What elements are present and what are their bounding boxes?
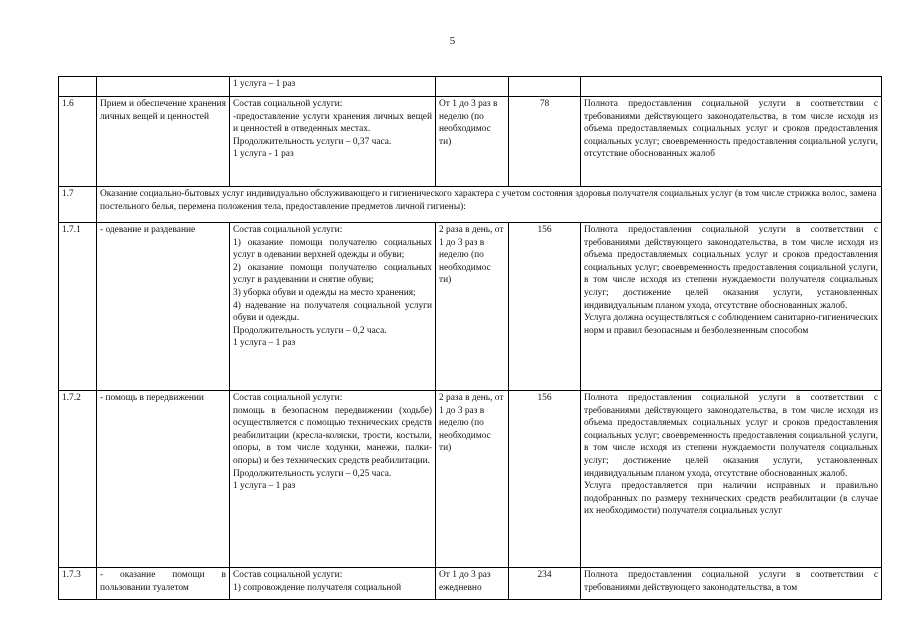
cell-criteria: [581, 223, 882, 391]
table-row: [59, 77, 882, 97]
content-text: Состав социальной услуги: -предоставление услуги хранения личных вещей и ценностей в отведенных местах. Продолжительность услуги – 0,37 часа. 1 услуга - 1 раз: [233, 99, 432, 160]
cell-service-content: [230, 568, 436, 600]
table-row: [59, 97, 882, 187]
cell-service-name: [97, 77, 230, 97]
cell-criteria: [581, 77, 882, 97]
cell-criteria: [581, 391, 882, 568]
cell-service-content: [230, 97, 436, 187]
cell-volume: 78: [509, 97, 581, 187]
cell-period: От 1 до 3 раз в неделю (по необходимос ти): [436, 97, 509, 187]
content-text: 1 услуга – 1 раз: [233, 79, 296, 89]
cell-criteria: Полнота предоставления социальной услуги в соответствии с требованиями действующего законодательства, в том числе исходя из объема предоставляемых социальных услуг и сроков предоставления социальных услуг; своевременность предоставления социальной услуги, отсутствие обоснованных жалоб: [581, 97, 882, 187]
cell-number: 1.7.2: [59, 391, 97, 568]
cell-service-name: - одевание и раздевание: [97, 223, 230, 391]
cell-number: 1.7.3: [59, 568, 97, 600]
cell-number: 1.7.1: [59, 223, 97, 391]
table-row: [59, 187, 882, 223]
cell-volume: 234: [509, 568, 581, 600]
cell-service-content: [230, 223, 436, 391]
cell-number: 1.6: [59, 97, 97, 187]
cell-service-name: - оказание помощи в пользовании туалетом: [97, 568, 230, 600]
cell-number: [59, 77, 97, 97]
content-text: Состав социальной услуги: помощь в безопасном передвижении (ходьбе) осуществляется с помощью технических средств реабилитации (кресла-коляски, трости, костыли, опоры, в том числе ходунки, манежи, палки-опоры) и без технических средств реабилитации. Продолжительность услуги – 0,25 часа. 1 услуга – 1 раз: [233, 393, 432, 492]
cell-period: 2 раза в день, от 1 до 3 раз в неделю (по необходимос ти): [436, 391, 509, 568]
criteria-text: Полнота предоставления социальной услуги в соответствии с требованиями действующего законодательства, в том числе исходя из объема предоставляемых социальных услуг и сроков предоставления социальных услуг; своевременность предоставления социальной услуги, в том числе исходя из степени нуждаемости получателя социальных услуг; достижение целей оказания услуги, установленных индивидуальным планом ухода, отсутствие обоснованных жалоб. Услуга должна осуществляться с соблюдением санитарно-гигиенических норм и правил безопасным и безболезненным способом: [584, 225, 878, 336]
table-row: [59, 223, 882, 391]
cell-section-title: Оказание социально-бытовых услуг индивидуально обслуживающего и гигиенического характера с учетом состояния здоровья получателя социальных услуг (в том числе стрижка волос, замена постельного белья, перемена положения тела, предоставление предметов личной гигиены):: [97, 187, 882, 223]
cell-volume: 156: [509, 391, 581, 568]
content-text: Состав социальной услуги: 1) оказание помощи получателю социальных услуг в одевании верхней одежды и обуви; 2) оказание помощи получателю социальных услуг в раздевании и снятие обуви; 3) уборка обуви и одежды на место хранения; 4) надевание на получателя социальной услуги обуви и одежды. Продолжительность услуги – 0,2 часа. 1 услуга – 1 раз: [233, 225, 432, 349]
cell-criteria: Полнота предоставления социальной услуги в соответствии с требованиями действующего законодательства, в том: [581, 568, 882, 600]
cell-service-content: [230, 77, 436, 97]
cell-period: От 1 до 3 раз ежедневно: [436, 568, 509, 600]
cell-volume: 156: [509, 223, 581, 391]
cell-service-content: [230, 391, 436, 568]
table-row: [59, 391, 882, 568]
cell-period: [436, 77, 509, 97]
table-row: [59, 568, 882, 600]
services-table: [58, 76, 882, 600]
cell-volume: [509, 77, 581, 97]
cell-service-name: Прием и обеспечение хранения личных вещей и ценностей: [97, 97, 230, 187]
page-number: 5: [449, 35, 456, 47]
content-text: Состав социальной услуги: 1) сопровождение получателя социальной: [233, 570, 402, 593]
criteria-text: Полнота предоставления социальной услуги в соответствии с требованиями действующего законодательства, в том числе исходя из объема предоставляемых социальных услуг и сроков предоставления социальных услуг; своевременность предоставления социальной услуги, в том числе исходя из степени нуждаемости получателя социальных услуг; достижение целей оказания услуги, установленных индивидуальным планом ухода, отсутствие обоснованных жалоб. Услуга предоставляется при наличии исправных и правильно подобранных по размеру технических средств реабилитации (в случае их необходимости) получателя социальных услуг: [584, 393, 878, 517]
cell-period: 2 раза в день, от 1 до 3 раз в неделю (по необходимос ти): [436, 223, 509, 391]
cell-service-name: - помощь в передвижении: [97, 391, 230, 568]
cell-number: 1.7: [59, 187, 97, 223]
